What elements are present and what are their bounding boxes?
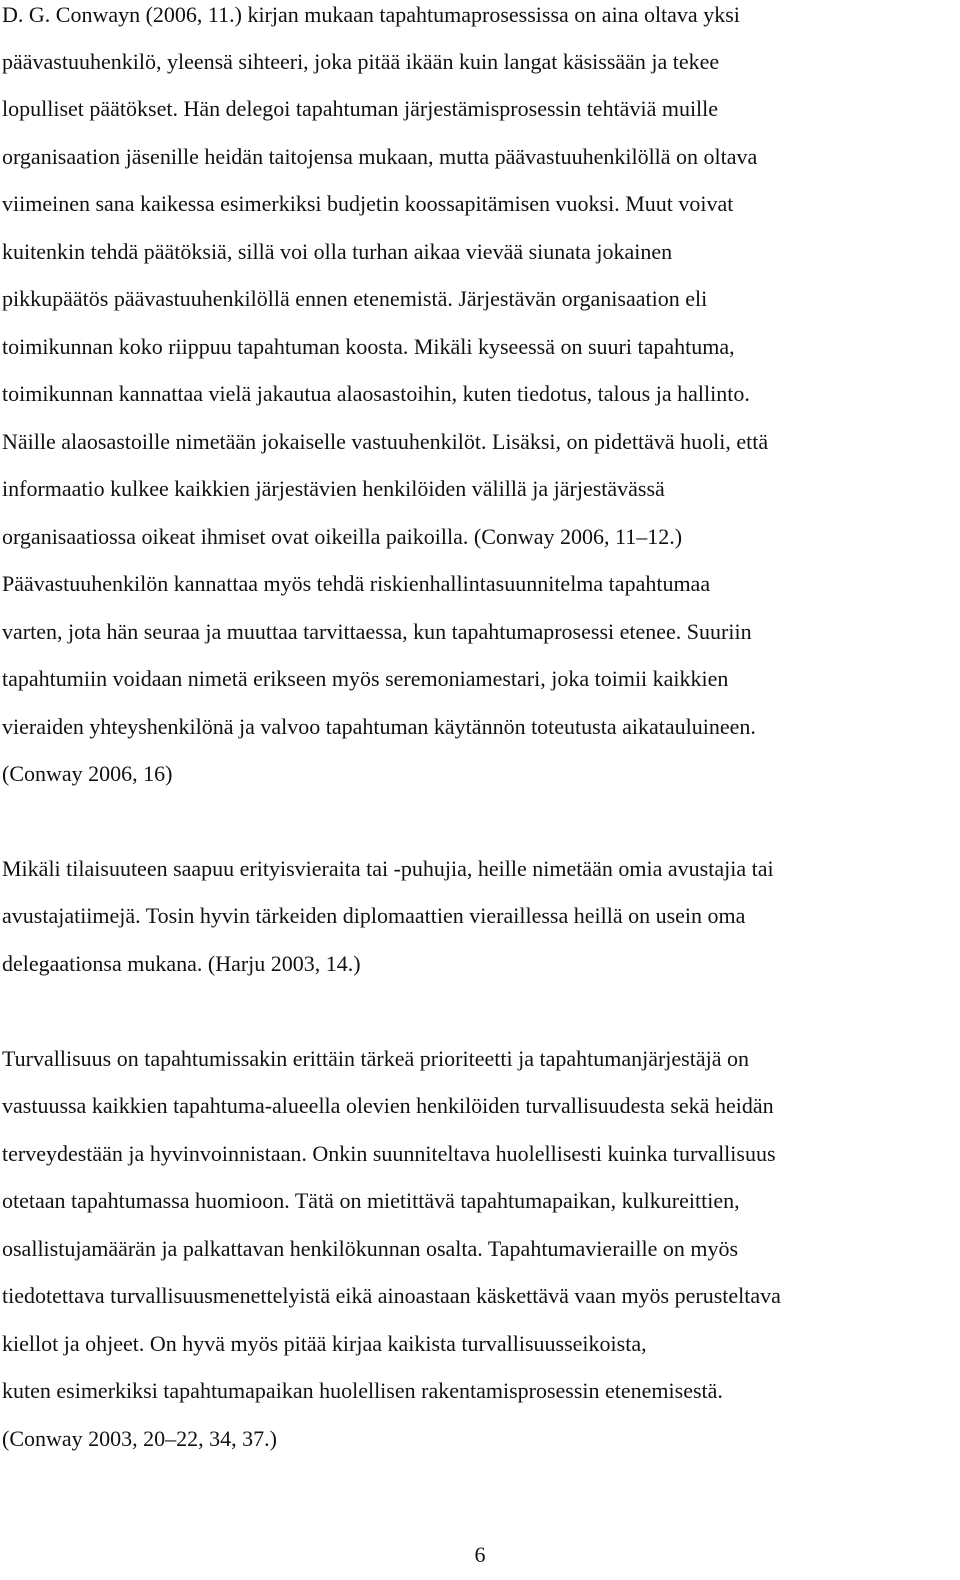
- text-line: informaatio kulkee kaikkien järjestävien henkilöiden välillä ja järjestävässä: [2, 476, 665, 501]
- text-line: tapahtumiin voidaan nimetä erikseen myös seremoniamestari, joka toimii kaikkien: [2, 666, 729, 691]
- text-line: pikkupäätös päävastuuhenkilöllä ennen etenemistä. Järjestävän organisaation eli: [2, 286, 708, 311]
- text-line: varten, jota hän seuraa ja muuttaa tarvittaessa, kun tapahtumaprosessi etenee. Suuriin: [2, 619, 752, 644]
- text-line: vastuussa kaikkien tapahtuma-alueella olevien henkilöiden turvallisuudesta sekä heidän: [2, 1093, 774, 1118]
- text-line: päävastuuhenkilö, yleensä sihteeri, joka pitää ikään kuin langat käsissään ja tekee: [2, 49, 720, 74]
- text-line: osallistujamäärän ja palkattavan henkilökunnan osalta. Tapahtumavieraille on myös: [2, 1236, 739, 1261]
- text-line: toimikunnan kannattaa vielä jakautua alaosastoihin, kuten tiedotus, talous ja hallinto.: [2, 381, 750, 406]
- text-line: kiellot ja ohjeet. On hyvä myös pitää kirjaa kaikista turvallisuusseikoista,: [2, 1331, 647, 1356]
- text-line: Turvallisuus on tapahtumissakin erittäin tärkeä prioriteetti ja tapahtumanjärjestäjä on: [2, 1046, 749, 1071]
- text-line: otetaan tapahtumassa huomioon. Tätä on mietittävä tapahtumapaikan, kulkureittien,: [2, 1188, 740, 1213]
- text-line: Mikäli tilaisuuteen saapuu erityisvieraita tai -puhujia, heille nimetään omia avustajia tai: [2, 856, 774, 881]
- text-line: D. G. Conwayn (2006, 11.) kirjan mukaan tapahtumaprosessissa on aina oltava yksi: [2, 2, 740, 27]
- text-line: vieraiden yhteyshenkilönä ja valvoo tapahtuman käytännön toteutusta aikatauluineen.: [2, 714, 756, 739]
- text-line: terveydestään ja hyvinvoinnistaan. Onkin suunniteltava huolellisesti kuinka turvallisuus: [2, 1141, 776, 1166]
- text-line: kuten esimerkiksi tapahtumapaikan huolellisen rakentamisprosessin etenemisestä.: [2, 1378, 723, 1403]
- text-line: (Conway 2003, 20–22, 34, 37.): [2, 1426, 277, 1451]
- text-line: delegaationsa mukana. (Harju 2003, 14.): [2, 951, 361, 976]
- text-line: organisaation jäsenille heidän taitojensa mukaan, mutta päävastuuhenkilöllä on oltava: [2, 144, 758, 169]
- page-number: 6: [474, 1542, 486, 1567]
- text-line: avustajatiimejä. Tosin hyvin tärkeiden diplomaattien vieraillessa heillä on usein oma: [2, 903, 746, 928]
- text-line: organisaatiossa oikeat ihmiset ovat oikeilla paikoilla. (Conway 2006, 11–12.): [2, 524, 683, 549]
- text-line: viimeinen sana kaikessa esimerkiksi budjetin koossapitämisen vuoksi. Muut voivat: [2, 191, 734, 216]
- text-line: toimikunnan koko riippuu tapahtuman koosta. Mikäli kyseessä on suuri tapahtuma,: [2, 334, 735, 359]
- text-line: (Conway 2006, 16): [2, 761, 173, 786]
- text-line: Näille alaosastoille nimetään jokaiselle vastuuhenkilöt. Lisäksi, on pidettävä huoli, että: [2, 429, 769, 454]
- text-line: lopulliset päätökset. Hän delegoi tapahtuman järjestämisprosessin tehtäviä muille: [2, 96, 719, 121]
- text-line: Päävastuuhenkilön kannattaa myös tehdä riskienhallintasuunnitelma tapahtumaa: [2, 571, 711, 596]
- text-line: tiedotettava turvallisuusmenettelyistä eikä ainoastaan käskettävä vaan myös perusteltava: [2, 1283, 781, 1308]
- text-line: kuitenkin tehdä päätöksiä, sillä voi olla turhan aikaa vievää siunata jokainen: [2, 239, 673, 264]
